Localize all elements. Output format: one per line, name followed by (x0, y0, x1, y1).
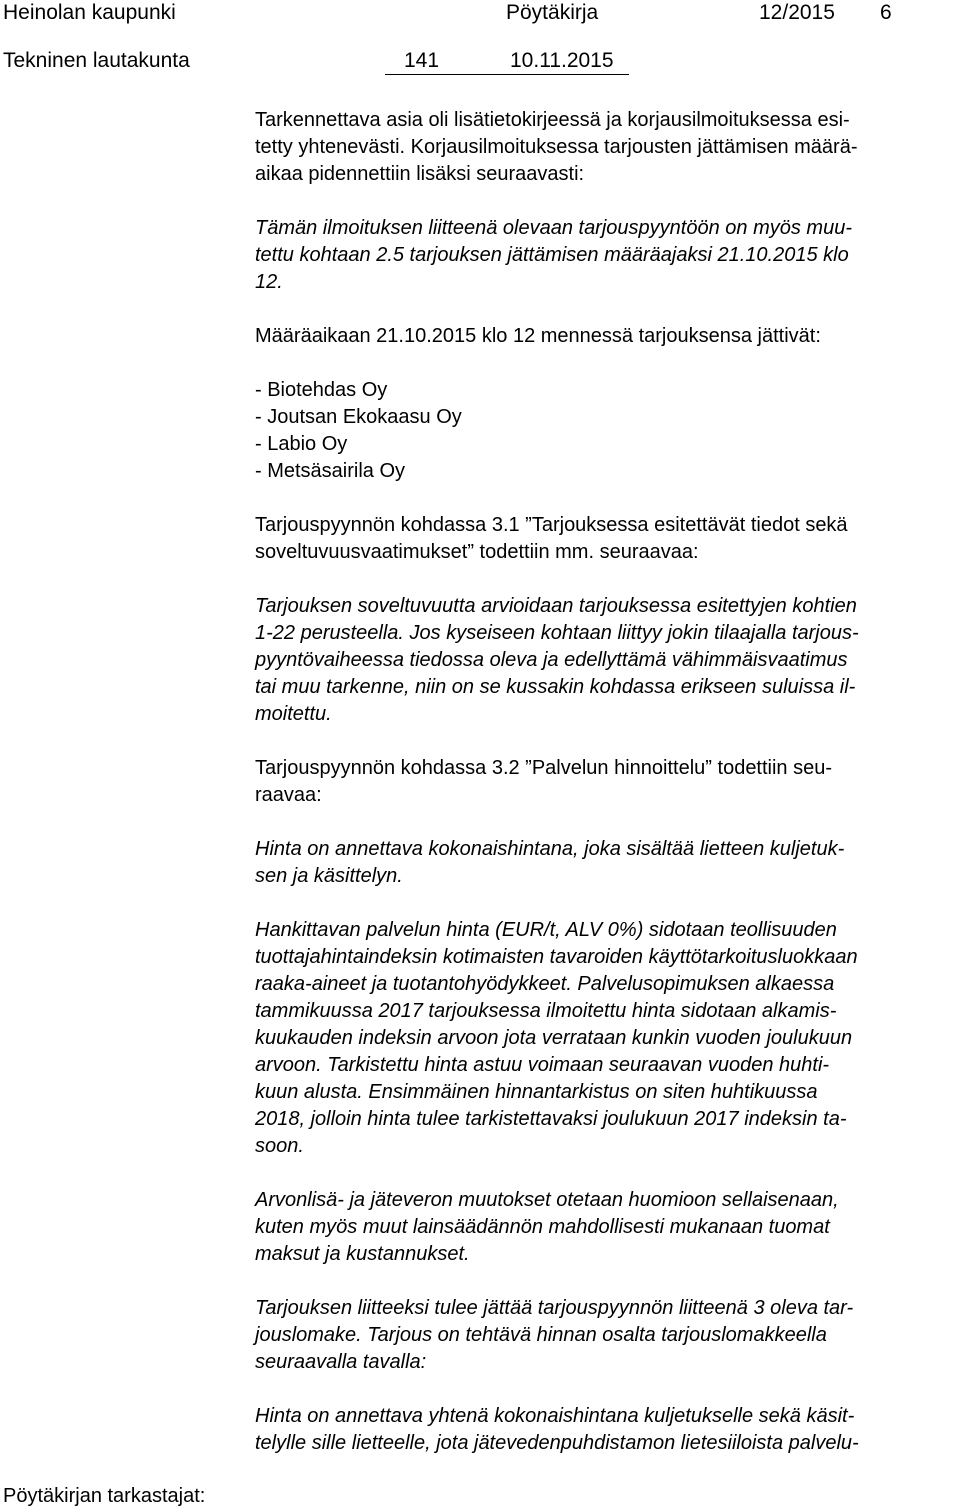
text-line: sen ja käsittelyn. (255, 865, 403, 887)
text-line: seuraavalla tavalla: (255, 1351, 427, 1373)
text-line: moitettu. (255, 703, 332, 725)
text-line: Tarjouksen liitteeksi tulee jättää tarjouspyynnön liitteenä 3 oleva tar- (255, 1297, 854, 1319)
text-line: tetty yhtenevästi. Korjausilmoituksessa tarjousten jättämisen määrä- (255, 136, 858, 158)
text-line: telylle sille lietteelle, jota jätevedenpuhdistamon lietesiiloista palvelu- (255, 1432, 859, 1454)
list-item: - Labio Oy (255, 433, 348, 455)
doc-number: 12/2015 (759, 1, 835, 24)
quote-bid-form (255, 1295, 955, 1376)
text-line: Määräaikaan 21.10.2015 klo 12 mennessä tarjouksensa jättivät: (255, 325, 821, 347)
reviewers-label: Pöytäkirjan tarkastajat: (3, 1485, 206, 1507)
list-item: - Joutsan Ekokaasu Oy (255, 406, 462, 428)
text-line: 2018, jolloin hinta tulee tarkistettavaksi joulukuun 2017 indeksin ta- (255, 1108, 847, 1130)
text-line: kuten myös muut lainsäädännön mahdollisesti mukanaan tuomat (255, 1216, 830, 1238)
section-number: 141 (404, 49, 440, 72)
quote-single-price (255, 1403, 955, 1457)
quote-deadline (255, 215, 955, 296)
text-line: tuottajahintaindeksin kotimaisten tavaroiden käyttötarkoitusluokkaan (255, 946, 858, 968)
board-name: Tekninen lautakunta (3, 49, 190, 72)
text-line: Arvonlisä- ja jäteveron muutokset otetaan huomioon sellaisenaan, (255, 1189, 839, 1211)
text-line: Tämän ilmoituksen liitteenä olevaan tarjouspyyntöön on myös muu- (255, 217, 852, 239)
text-line: Hinta on annettava kokonaishintana, joka sisältää lietteen kuljetuk- (255, 838, 845, 860)
text-line: tammikuussa 2017 tarjouksessa ilmoitettu hinta sidotaan alkamis- (255, 1000, 837, 1022)
text-line: soveltuvuusvaatimukset” todettiin mm. seuraavaa: (255, 541, 699, 563)
text-line: Tarjouspyynnön kohdassa 3.2 ”Palvelun hinnoittelu” todettiin seu- (255, 757, 833, 779)
quote-suitability (255, 593, 955, 728)
paragraph-section-3-2 (255, 755, 955, 809)
list-item: - Metsäsairila Oy (255, 460, 406, 482)
text-line: tettu kohtaan 2.5 tarjouksen jättämisen määräajaksi 21.10.2015 klo (255, 244, 849, 266)
text-line: Hinta on annettava yhtenä kokonaishintana kuljetukselle sekä käsit- (255, 1405, 855, 1427)
header-underline (385, 74, 629, 75)
org-name: Heinolan kaupunki (3, 1, 176, 24)
text-line: Tarkennettava asia oli lisätietokirjeessä ja korjausilmoituksessa esi- (255, 109, 850, 131)
list-item: - Biotehdas Oy (255, 379, 388, 401)
text-line: kuun alusta. Ensimmäinen hinnantarkistus on siten huhtikuussa (255, 1081, 818, 1103)
paragraph-bids (255, 323, 955, 350)
paragraph-section-3-1 (255, 512, 955, 566)
text-line: kuukauden indeksin arvoon jota verrataan kunkin vuoden joulukuun (255, 1027, 853, 1049)
paragraph-intro (255, 107, 955, 188)
text-line: soon. (255, 1135, 304, 1157)
text-line: arvoon. Tarkistettu hinta astuu voimaan seuraavan vuoden huhti- (255, 1054, 830, 1076)
text-line: 12. (255, 271, 283, 293)
text-line: Hankittavan palvelun hinta (EUR/t, ALV 0%) sidotaan teollisuuden (255, 919, 837, 941)
quote-taxes (255, 1187, 955, 1268)
text-line: raavaa: (255, 784, 322, 806)
text-line: maksut ja kustannukset. (255, 1243, 470, 1265)
page-number: 6 (880, 1, 892, 24)
doc-type: Pöytäkirja (506, 1, 599, 24)
text-line: jouslomake. Tarjous on tehtävä hinnan osalta tarjouslomakkeella (255, 1324, 827, 1346)
quote-total-price (255, 836, 955, 890)
text-line: aikaa pidennettiin lisäksi seuraavasti: (255, 163, 585, 185)
meeting-date: 10.11.2015 (510, 49, 614, 72)
text-line: Tarjouksen soveltuvuutta arvioidaan tarjouksessa esitettyjen kohtien (255, 595, 857, 617)
text-line: tai muu tarkenne, niin on se kussakin kohdassa erikseen suluissa il- (255, 676, 856, 698)
text-line: 1-22 perusteella. Jos kyseiseen kohtaan liittyy jokin tilaajalla tarjous- (255, 622, 859, 644)
text-line: pyyntövaiheessa tiedossa oleva ja edellyttämä vähimmäisvaatimus (255, 649, 848, 671)
text-line: Tarjouspyynnön kohdassa 3.1 ”Tarjouksessa esitettävät tiedot sekä (255, 514, 848, 536)
document-body (255, 107, 955, 1457)
text-line: raaka-aineet ja tuotantohyödykkeet. Palvelusopimuksen alkaessa (255, 973, 835, 995)
bidder-list (255, 377, 955, 485)
quote-price-index (255, 917, 955, 1160)
